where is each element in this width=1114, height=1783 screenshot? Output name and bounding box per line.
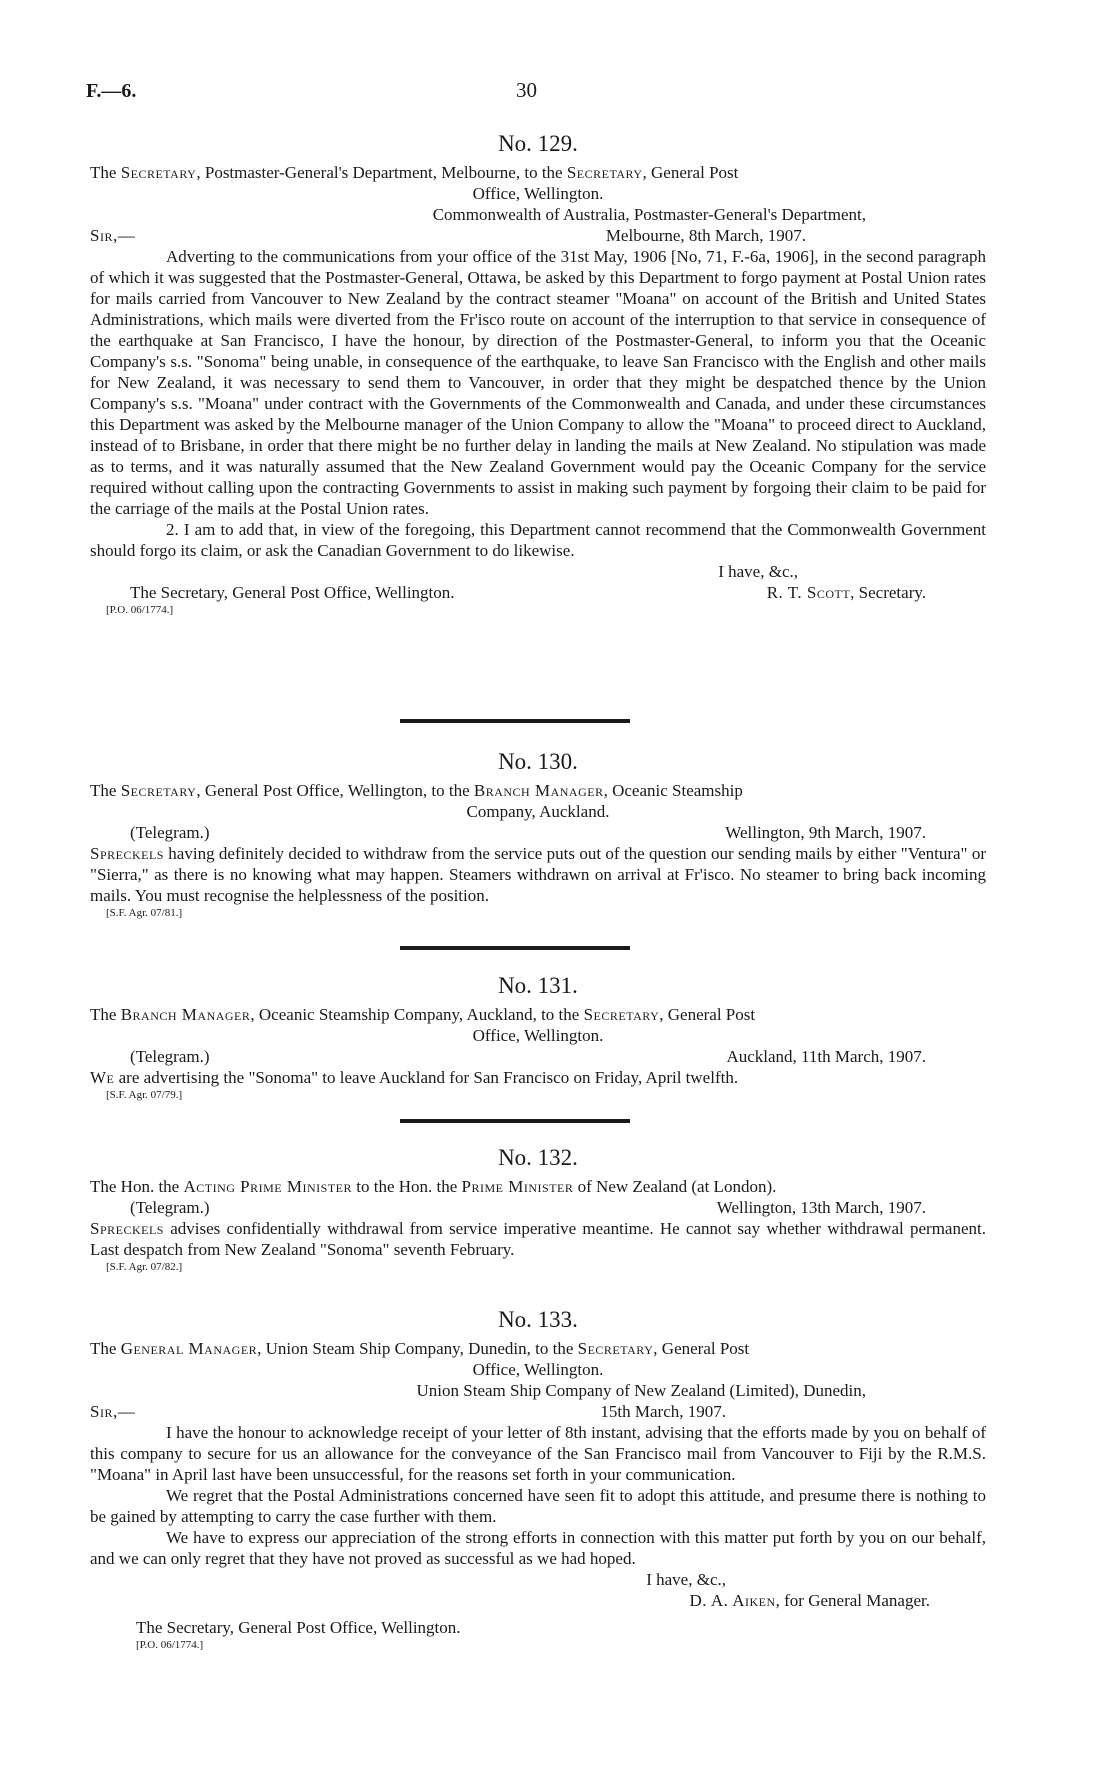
letter-paragraph: Adverting to the communications from your office of the 31st May, 1906 [No, 71, F.-6a, 1906], in the second paragraph of which it was suggested that the Postmaster-General, Ottawa, be asked by this Department to forgo payment at Postal Union rates for mails carried from Vancouver to New Zealand by the contract steamer "Moana" on account of the British and United States Administrations, which mails were diverted from the Fr'isco route on account of the interruption to that service in consequence of the earthquake at San Francisco, I have the honour, by direction of the Postmaster-General, to inform you that the Oceanic Company's s.s. "Sonoma" being unable, in consequence of the earthquake, to leave San Francisco with the English and other mails for New Zealand, it was necessary to send them to Vancouver, in order that they might be despatched thence by the Union Company's s.s. "Moana" under contract with the Governments of the Commonwealth and Canada, and under these circumstances this Department was asked by the Melbourne manager of the Union Company to allow the "Moana" to proceed direct to Auckland, instead of to Brisbane, in order that there might be no further delay in landing the mails at New Zealand. No stipulation was made as to terms, and it was naturally assumed that the New Zealand Government would pay the Oceanic Company for the service required without calling upon the contracting Governments to assist in making such payment by forgoing their claim to be paid for the carriage of the mails at the Postal Union rates. [90, 247, 986, 518]
document-number: No. 133. [498, 1307, 578, 1332]
address-continuation: Office, Wellington. [472, 184, 604, 203]
telegram-body: Spreckels having definitely decided to withdraw from the service puts out of the question our sending mails by either "Ventura" or "Sierra," as there is no knowing what may happen. Steamers withdrawn on arrival at Fr'isco. No steamer to bring back incoming mails. You must recognise the helplessness of the position. [90, 844, 986, 905]
letter-paragraph: We have to express our appreciation of the strong efforts in connection with this matter put forth by you on our behalf, and we can only regret that they have not proved as successful as we had hoped. [90, 1528, 986, 1568]
sender-title: Secretary [120, 163, 197, 182]
address-continuation: Office, Wellington. [472, 1360, 604, 1379]
letter-paragraph: I have the honour to acknowledge receipt of your letter of 8th instant, advising that the efforts made by you on behalf of this company to secure for us an allowance for the conveyance of the San Francisco mail from Vancouver to Fiji by the R.M.S. "Moana" in April last have been unsuccessful, for the reasons set forth in your communication. [90, 1423, 986, 1484]
section-divider [400, 946, 630, 950]
place-date: Auckland, 11th March, 1907. [726, 1047, 926, 1066]
letter-paragraph: We regret that the Postal Administrations concerned have seen fit to adopt this attitude, and presume there is nothing to be gained by attempting to carry the case further with them. [90, 1486, 986, 1526]
recipient-title: Secretary [566, 163, 643, 182]
telegram-label: (Telegram.) [130, 1047, 210, 1066]
document-132 [90, 1144, 986, 1274]
recipient-title: Secretary [583, 1005, 660, 1024]
file-reference: [S.F. Agr. 07/79.] [106, 1089, 183, 1101]
salutation: Sir,— [90, 226, 136, 245]
file-reference: [P.O. 06/1774.] [136, 1639, 204, 1651]
address-line: The General Manager, Union Steam Ship Company, Dunedin, to the Secretary, General Post [90, 1339, 750, 1358]
lead-word: Spreckels [90, 844, 164, 863]
document-130 [90, 748, 986, 920]
recipient-line: The Secretary, General Post Office, Wellington. [136, 1618, 461, 1637]
recipient-title: Secretary [577, 1339, 654, 1358]
sender-title: Secretary [120, 781, 197, 800]
file-reference: [S.F. Agr. 07/81.] [106, 907, 183, 919]
signature-name: D. A. Aiken [689, 1591, 776, 1610]
page-reference: F.—6. [86, 80, 137, 102]
sender-title: Branch Manager [120, 1005, 251, 1024]
address-continuation: Office, Wellington. [472, 1026, 604, 1045]
telegram-row [90, 822, 986, 843]
recipient-line: The Secretary, General Post Office, Wellington. [130, 583, 455, 602]
document-133 [90, 1306, 986, 1652]
address-line: The Hon. the Acting Prime Minister to the Hon. the Prime Minister of New Zealand (at London). [90, 1177, 777, 1196]
file-reference: [S.F. Agr. 07/82.] [106, 1261, 183, 1273]
salutation-row [90, 1401, 986, 1422]
signature-row [90, 582, 986, 603]
page-number: 30 [516, 78, 537, 102]
recipient-title: Prime Minister [461, 1177, 574, 1196]
telegram-body: We are advertising the "Sonoma" to leave Auckland for San Francisco on Friday, April twelfth. [90, 1068, 739, 1087]
place-date: Melbourne, 8th March, 1907. [605, 226, 806, 245]
telegram-row [90, 1046, 986, 1067]
document-number: No. 131. [498, 973, 578, 998]
place-line: Union Steam Ship Company of New Zealand (Limited), Dunedin, [416, 1381, 866, 1400]
section-divider [400, 1119, 630, 1123]
signature-row [90, 1590, 986, 1611]
telegram-label: (Telegram.) [130, 823, 210, 842]
address-line: The Secretary, General Post Office, Wellington, to the Branch Manager, Oceanic Steamship [90, 781, 743, 800]
closing: I have, &c., [718, 562, 798, 581]
document-131 [90, 972, 986, 1102]
document-129 [90, 130, 986, 617]
sender-title: Acting Prime Minister [183, 1177, 352, 1196]
document-number: No. 129. [498, 131, 578, 156]
lead-word: Spreckels [90, 1219, 164, 1238]
file-reference: [P.O. 06/1774.] [106, 604, 174, 616]
salutation: Sir,— [90, 1402, 136, 1421]
address-line: The Branch Manager, Oceanic Steamship Company, Auckland, to the Secretary, General Post [90, 1005, 756, 1024]
place-date: Wellington, 9th March, 1907. [725, 823, 926, 842]
letter-paragraph: 2. I am to add that, in view of the foregoing, this Department cannot recommend that the Commonwealth Government should forgo its claim, or ask the Canadian Government to do likewise. [90, 520, 986, 560]
signature-name: R. T. Scott [766, 583, 851, 602]
closing: I have, &c., [646, 1570, 726, 1589]
place-line: Commonwealth of Australia, Postmaster-General's Department, [432, 205, 866, 224]
telegram-body: Spreckels advises confidentially withdrawal from service imperative meantime. He cannot say whether withdrawal permanent. Last despatch from New Zealand "Sonoma" seventh February. [90, 1219, 986, 1259]
address-continuation: Company, Auckland. [466, 802, 610, 821]
lead-word: We [90, 1068, 115, 1087]
address-line: The Secretary, Postmaster-General's Department, Melbourne, to the Secretary, General Post [90, 163, 739, 182]
sender-title: General Manager [120, 1339, 258, 1358]
document-number: No. 132. [498, 1145, 578, 1170]
salutation-row [90, 225, 986, 246]
section-divider [400, 719, 630, 723]
place-date: Wellington, 13th March, 1907. [716, 1198, 926, 1217]
document-number: No. 130. [498, 749, 578, 774]
telegram-label: (Telegram.) [130, 1198, 210, 1217]
signature-title: , for General Manager. [775, 1591, 930, 1610]
recipient-title: Branch Manager [473, 781, 604, 800]
telegram-row [90, 1197, 986, 1218]
place-date: 15th March, 1907. [600, 1402, 726, 1421]
signature-title: , Secretary. [850, 583, 926, 602]
